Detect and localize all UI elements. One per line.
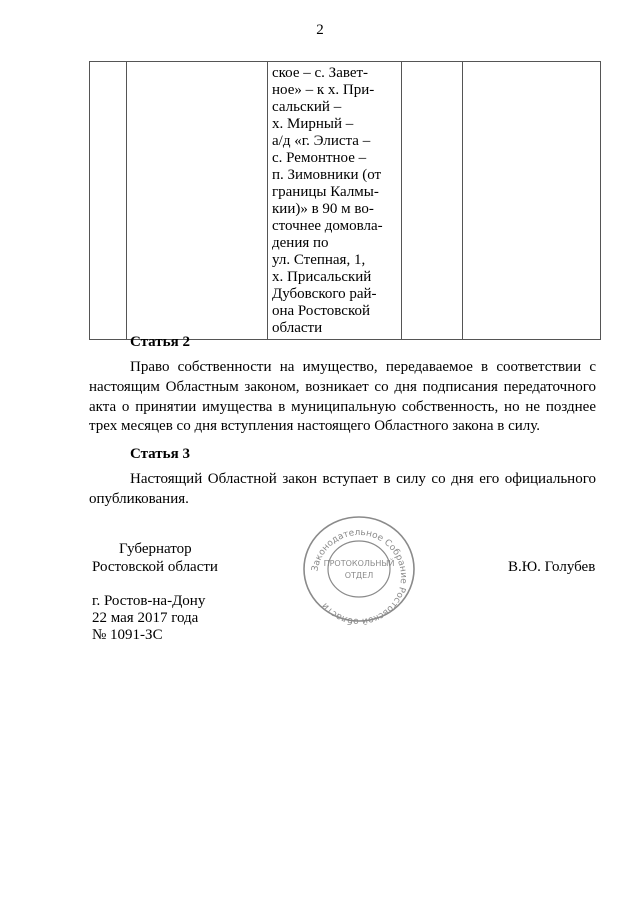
official-stamp: [299, 513, 419, 625]
location-line: границы Калмы-: [272, 184, 379, 200]
stamp-inner-ring: [328, 541, 390, 597]
article-2-heading: Статья 2: [130, 334, 190, 350]
signatory-name: В.Ю. Голубев: [508, 559, 596, 575]
article-3-line: опубликования.: [89, 490, 189, 507]
location-lines: [272, 65, 397, 337]
table-cell-name: [127, 62, 268, 340]
signatory-title-line2: Ростовской области: [92, 559, 218, 575]
location-line: п. Зимовники (от: [272, 167, 382, 183]
table-cell-extra: [402, 62, 463, 340]
article-3-text: [89, 470, 596, 510]
article-2-line: настоящим Областным законом, возникает со дня подписания передаточного: [89, 378, 596, 395]
location-line: а/д «г. Элиста –: [272, 133, 371, 149]
location-line: х. Мирный –: [272, 116, 354, 132]
location-line: ное» – к х. При-: [272, 82, 375, 98]
location-line: х. Присальский: [272, 269, 372, 285]
city-line: г. Ростов-на-Дону: [92, 593, 206, 609]
location-line: ул. Степная, 1,: [272, 252, 366, 268]
article-3-heading: Статья 3: [130, 446, 190, 462]
signatory-title-line1: Губернатор: [119, 541, 192, 557]
page-number: 2: [316, 22, 324, 38]
location-line: кии)» в 90 м во-: [272, 201, 374, 217]
location-line: дения по: [272, 235, 329, 251]
location-line: Дубовского рай-: [272, 286, 377, 302]
location-line: сальский –: [272, 99, 342, 115]
location-line: ское – с. Завет-: [272, 65, 369, 81]
location-line: она Ростовской: [272, 303, 370, 319]
stamp-center-text-2: ОТДЕЛ: [344, 571, 374, 580]
stamp-outer-text: Законодательное Собрание Ростовской области: [310, 527, 409, 625]
table-cell-location: [268, 62, 402, 340]
law-number: № 1091-ЗС: [92, 627, 163, 643]
article-3-line: Настоящий Областной закон вступает в силу со дня его официального: [130, 471, 596, 487]
article-2-line: акта о принятии имущества в муниципальную собственность, но не позднее: [89, 398, 596, 415]
location-line: с. Ремонтное –: [272, 150, 367, 166]
stamp-center-text-1: ПРОТОКОЛЬНЫЙ: [323, 559, 395, 568]
table-row: [90, 62, 601, 340]
property-table: [89, 61, 601, 340]
table-cell-number: [90, 62, 127, 340]
date-line: 22 мая 2017 года: [92, 610, 199, 626]
article-2-line: трех месяцев со дня вступления настоящего Областного закона в силу.: [89, 418, 540, 435]
article-2-text: [89, 358, 596, 437]
location-line: сточнее домовла-: [272, 218, 383, 234]
table-cell-extra: [463, 62, 601, 340]
location-line: области: [272, 320, 323, 336]
article-2-line: Право собственности на имущество, передаваемое в соответствии с: [130, 359, 596, 375]
